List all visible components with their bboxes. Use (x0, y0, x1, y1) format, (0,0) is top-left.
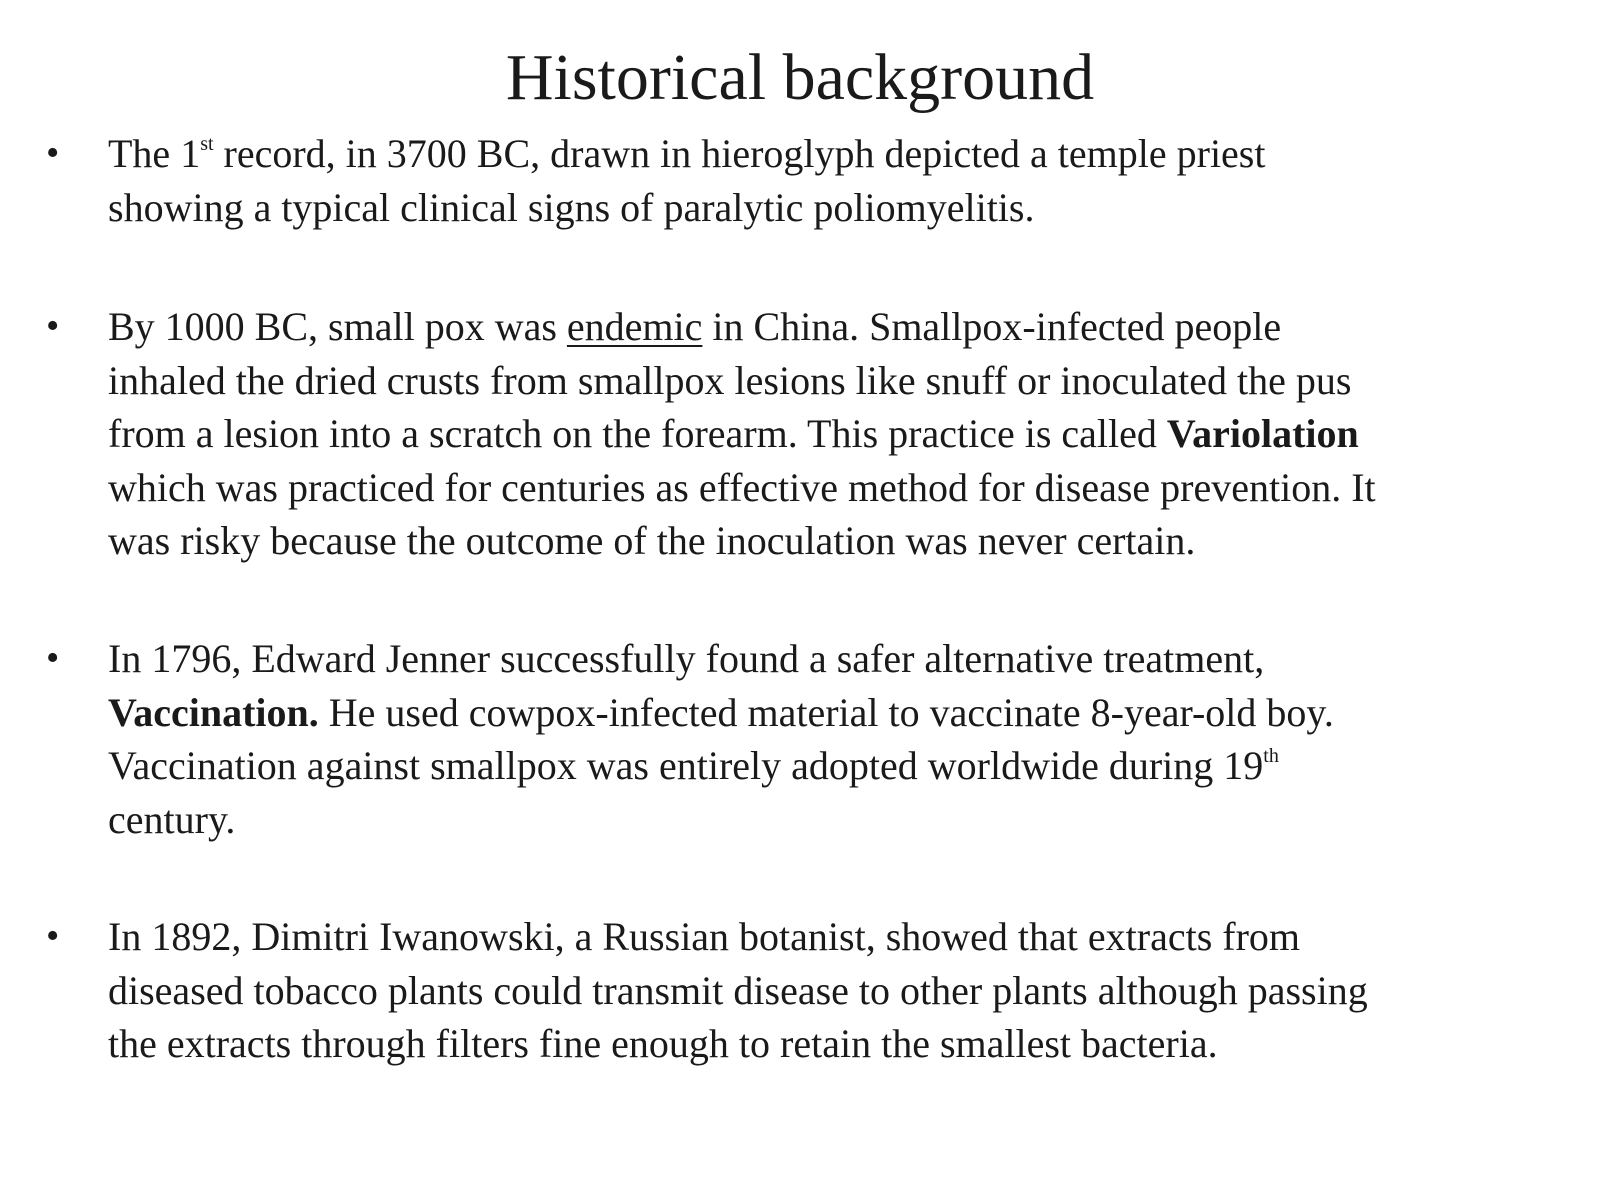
text-line: By 1000 BC, small pox was endemic in China. Smallpox-infected people (108, 304, 1282, 349)
bullet-text (108, 910, 1558, 1071)
bullet-text (108, 300, 1558, 568)
text-line: which was practiced for centuries as effective method for disease prevention. It (108, 464, 1376, 510)
text-line: Vaccination against smallpox was entirely adopted worldwide during 19th (108, 743, 1279, 788)
superscript: st (200, 133, 214, 155)
text-line: inhaled the dried crusts from smallpox lesions like snuff or inoculated the pus (108, 357, 1352, 403)
text-line: The 1st record, in 3700 BC, drawn in hieroglyph depicted a temple priest (108, 131, 1266, 176)
text-line: diseased tobacco plants could transmit disease to other plants although passing (108, 967, 1368, 1013)
bold-term: Vaccination. (108, 689, 319, 735)
text-line: Vaccination. He used cowpox-infected material to vaccinate 8-year-old boy. (108, 689, 1334, 735)
text-line: showing a typical clinical signs of paralytic poliomyelitis. (108, 184, 1035, 230)
bullet-icon: • (46, 132, 60, 174)
underlined-term: endemic (566, 304, 703, 349)
text-line: from a lesion into a scratch on the forearm. This practice is called Variolation (108, 411, 1359, 456)
superscript: th (1263, 745, 1279, 767)
text-line: century. (108, 796, 236, 842)
bullet-icon: • (46, 637, 60, 679)
bullet-icon: • (46, 305, 60, 347)
text-line: the extracts through filters fine enough to retain the smallest bacteria. (108, 1021, 1218, 1066)
bullet-icon: • (46, 915, 60, 957)
bullet-text (108, 632, 1558, 846)
text-line: In 1892, Dimitri Iwanowski, a Russian botanist, showed that extracts from (108, 914, 1301, 959)
text-line: In 1796, Edward Jenner successfully found a safer alternative treatment, (108, 636, 1265, 681)
slide-title: Historical background (505, 41, 1095, 114)
text-line: was risky because the outcome of the inoculation was never certain. (108, 518, 1196, 563)
bold-term: Variolation (1166, 411, 1359, 456)
bullet-text (108, 127, 1558, 234)
